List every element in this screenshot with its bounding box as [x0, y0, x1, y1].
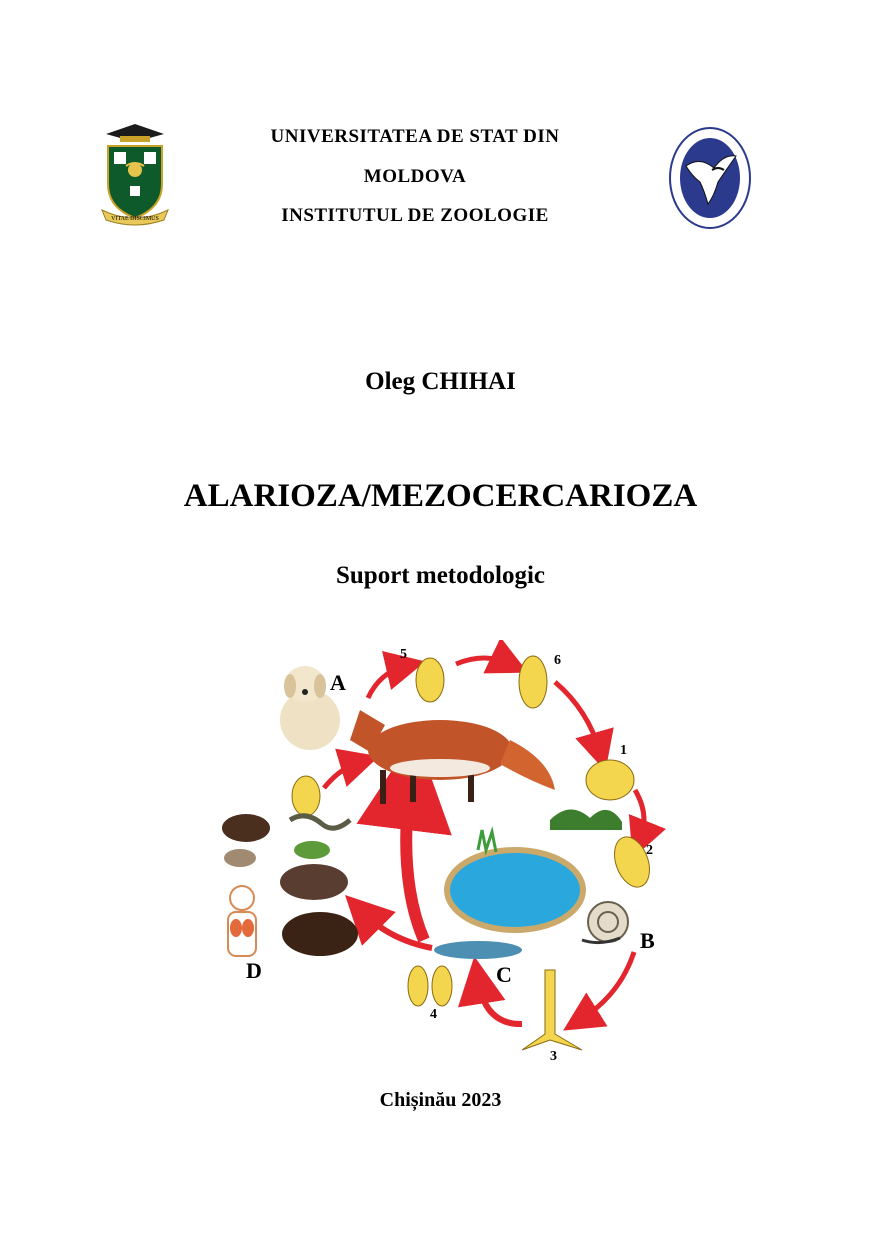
label-3: 3	[550, 1049, 557, 1064]
label-4: 4	[430, 1007, 437, 1022]
frog-icon	[294, 841, 330, 859]
snake-icon	[290, 816, 350, 828]
snail-icon	[582, 902, 628, 943]
university-line-2: MOLDOVA	[363, 166, 467, 187]
stage-3-icon	[522, 970, 582, 1050]
label-b: B	[640, 928, 655, 953]
arrow-6-to-1	[555, 682, 600, 752]
label-5: 5	[400, 647, 407, 662]
arrow-1-to-2	[635, 790, 644, 840]
stage-4-icon-a	[408, 966, 428, 1006]
label-1: 1	[620, 743, 627, 758]
document-subtitle: Suport metodologic	[335, 562, 546, 589]
arrow-d-to-fox	[324, 762, 360, 788]
arrow-c-to-fox	[406, 782, 424, 940]
mouse-icon	[224, 849, 256, 867]
stage-2-icon	[608, 832, 656, 892]
egg-icon	[292, 776, 320, 816]
beaver-icon	[222, 814, 270, 842]
grass-icon	[550, 809, 622, 830]
pond-icon	[447, 830, 583, 930]
crest-motto: VITAE DISCIMUS	[111, 216, 159, 222]
human-anatomy-icon	[228, 886, 256, 956]
arrow-a-to-5	[368, 666, 406, 698]
document-title: ALARIOZA/MEZOCERCARIOZA	[183, 478, 698, 514]
author-name: Oleg CHIHAI	[365, 368, 516, 395]
institute-name: INSTITUTUL DE ZOOLOGIE	[281, 205, 549, 226]
stage-5-icon	[416, 658, 444, 702]
label-a: A	[330, 670, 346, 695]
life-cycle-illustration	[210, 640, 670, 1070]
label-d: D	[246, 958, 262, 983]
stage-6-icon	[519, 656, 547, 708]
label-6: 6	[554, 653, 561, 668]
arrow-b-to-3	[580, 952, 634, 1020]
university-crest-icon	[100, 122, 170, 226]
fox-icon	[350, 710, 555, 804]
university-line-1: UNIVERSITATEA DE STAT DIN	[270, 126, 560, 147]
tadpole-icon	[434, 941, 522, 959]
eagle-emblem-icon	[668, 126, 752, 230]
arrow-5-to-6	[456, 658, 510, 664]
bear-icon	[282, 912, 358, 956]
label-2: 2	[646, 843, 653, 858]
stage-4-icon-b	[432, 966, 452, 1006]
place-and-year: Chișinău 2023	[379, 1089, 502, 1111]
stage-1-icon	[586, 760, 634, 800]
label-c: C	[496, 962, 512, 987]
boar-icon	[280, 864, 348, 900]
